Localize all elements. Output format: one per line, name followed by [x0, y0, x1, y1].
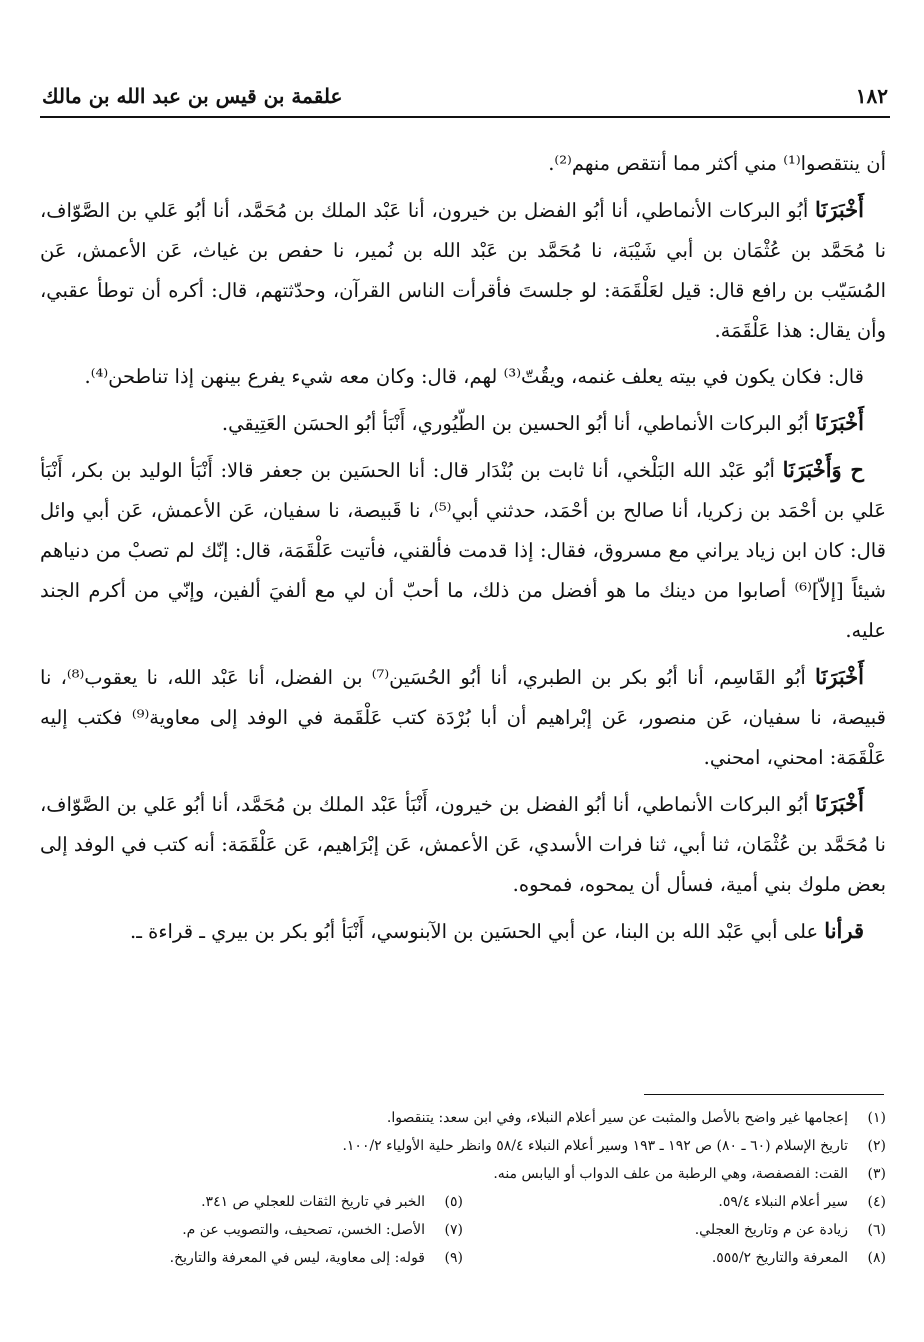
paragraph	[40, 144, 886, 184]
paragraph	[40, 403, 886, 444]
isnad-lead: ح وَأَخْبَرَنَا	[782, 457, 864, 482]
running-title: علقمة بن قيس بن عبد الله بن مالك	[42, 84, 343, 108]
page-number: ١٨٢	[855, 84, 888, 108]
paragraph-text: أبُو القَاسِم، أنا أبُو بكر بن الطبري، أنا أبُو الحُسَين⁽⁷⁾ بن الفضل، أنا عَبْد الله، نا يعقوب⁽⁸⁾، نا قبيصة، نا سفيان، عَن منصور، عَن إبْراهيم أن أبا بُرْدَة كتب عَلْقَمة في الوفد إلى معاوية⁽⁹⁾ فكتب إليه عَلْقَمَة: امحني، امحني.	[40, 666, 886, 769]
footnote	[463, 1188, 886, 1216]
footnote	[463, 1216, 886, 1244]
main-text	[40, 144, 886, 958]
paragraph	[40, 657, 886, 778]
footnote-number: (٥)	[444, 1194, 463, 1210]
footnote-text: زيادة عن م وتاريخ العجلي.	[694, 1222, 848, 1238]
footnote	[463, 1244, 886, 1272]
footnote-number: (٤)	[867, 1194, 886, 1210]
footnote-number: (١)	[867, 1110, 886, 1126]
footnote-text: سير أعلام النبلاء ٥٩/٤.	[718, 1194, 848, 1210]
paragraph	[40, 450, 886, 651]
isnad-lead: أَخْبَرَنَا	[815, 410, 864, 435]
isnad-lead: قرأنا	[824, 918, 864, 943]
footnote-number: (٢)	[867, 1138, 886, 1154]
footnote	[40, 1216, 463, 1244]
footnote	[40, 1188, 463, 1216]
paragraph-text: أبُو البركات الأنماطي، أنا أبُو الفضل بن خيرون، أَنْبَأ عَبْد الملك بن مُحَمَّد، أنا أبُو عَلي بن الصَّوّاف، نا مُحَمَّد بن عُثْمَان، ثنا أبي، ثنا فرات الأسدي، عَن الأعمش، عَن إبْرَاهيم، عَن عَلْقَمَة: أنه كتب في الوفد إلى بعض ملوك بني أمية، فسأل أن يمحوه، فمحوه.	[40, 793, 886, 896]
footnote-text: الأصل: الخسن، تصحيف، والتصويب عن م.	[182, 1222, 425, 1238]
footnote-text: المعرفة والتاريخ ٥٥٥/٢.	[711, 1250, 848, 1266]
footnote-text: إعجامها غير واضح بالأصل والمثبت عن سير أعلام النبلاء، وفي ابن سعد: يتنقصوا.	[386, 1110, 848, 1126]
footnote	[40, 1104, 886, 1132]
footnote-number: (٣)	[867, 1166, 886, 1182]
footnote-row	[40, 1132, 886, 1160]
paragraph	[40, 911, 886, 952]
isnad-lead: أَخْبَرَنَا	[815, 664, 864, 689]
footnote	[40, 1132, 886, 1160]
footnote-row	[40, 1104, 886, 1132]
paragraph-text: أبُو البركات الأنماطي، أنا أبُو الفضل بن خيرون، أنا عَبْد الملك بن مُحَمَّد، أنا أبُو عَلي بن الصَّوّاف، نا مُحَمَّد بن عُثْمَان بن أبي شَيْبَة، نا مُحَمَّد بن عَبْد الله بن نُمير، نا حفص بن غياث، عَن الأعمش، عَن المُسَيّب بن رافع قال: قيل لعَلْقَمَة: لو جلستَ فأقرأت الناس القرآن، وحدّثتهم، قال: أكره أن توطأ عقبي، وأن يقال: هذا عَلْقَمَة.	[40, 199, 886, 342]
footnote-text: قوله: إلى معاوية، ليس في المعرفة والتاريخ.	[169, 1250, 425, 1266]
footnote-row	[40, 1216, 886, 1244]
footnote	[40, 1160, 886, 1188]
isnad-lead: أَخْبَرَنَا	[815, 197, 864, 222]
paragraph-text: أبُو البركات الأنماطي، أنا أبُو الحسين بن الطّيُوري، أَنْبَأ أبُو الحسَن العَتِيقي.	[221, 412, 816, 435]
footnote-text: القت: الفصفصة، وهي الرطبة من علف الدواب أو اليابس منه.	[493, 1166, 848, 1182]
footnote-number: (٩)	[444, 1250, 463, 1266]
footnote-row	[40, 1160, 886, 1188]
footnotes	[40, 1104, 886, 1272]
footnote-rule	[644, 1094, 884, 1095]
footnote-number: (٧)	[444, 1222, 463, 1238]
paragraph	[40, 357, 886, 397]
footnote-text: الخبر في تاريخ الثقات للعجلي ص ٣٤١.	[201, 1194, 425, 1210]
paragraph	[40, 784, 886, 905]
paragraph-text: أبُو عَبْد الله البَلْخي، أنا ثابت بن بُنْدَار قال: أنا الحسَين بن جعفر قالا: أَنْبَأ الوليد بن بكر، أَنْبَأ عَلي بن أحْمَد بن زكريا، أنا صالح بن أحْمَد، حدثني أبي⁽⁵⁾، نا قَبيصة، نا سفيان، عَن الأعمش، عَن أبي وائل قال: كان ابن زياد يراني مع مسروق، فقال: إذا قدمت فألقني، فأتيت عَلْقَمَة، قال: إنّك لم تصبْ من دنياهم شيئاً [إلاّ]⁽⁶⁾ أصابوا من دينك ما هو أفضل من ذلك، ما أحبّ أن لي مع ألفيَ ألفين، وإنّي من أكرم الجند عليه.	[40, 459, 886, 642]
paragraph-text: على أبي عَبْد الله بن البنا، عن أبي الحسَين بن الآبنوسي، أَنْبَأ أبُو بكر بن بيري ـ قراءة ـ.	[130, 920, 825, 943]
running-header	[42, 84, 888, 112]
paragraph-text: أن ينتقصوا⁽¹⁾ مني أكثر مما أنتقص منهم⁽²⁾.	[548, 152, 886, 175]
footnote	[40, 1244, 463, 1272]
header-rule	[40, 116, 890, 118]
paragraph-text: قال: فكان يكون في بيته يعلف غنمه، ويقُتّ⁽³⁾ لهم، قال: وكان معه شيء يفرع بينهن إذا تناطحن⁽⁴⁾.	[84, 365, 864, 388]
footnote-number: (٨)	[867, 1250, 886, 1266]
footnote-row	[40, 1244, 886, 1272]
isnad-lead: أَخْبَرَنَا	[815, 791, 864, 816]
paragraph	[40, 190, 886, 351]
footnote-text: تاريخ الإسلام (٦٠ ـ ٨٠) ص ١٩٢ ـ ١٩٣ وسير أعلام النبلاء ٥٨/٤ وانظر حلية الأولياء ١٠٠/٢.	[342, 1138, 848, 1154]
footnote-number: (٦)	[867, 1222, 886, 1238]
footnote-row	[40, 1188, 886, 1216]
